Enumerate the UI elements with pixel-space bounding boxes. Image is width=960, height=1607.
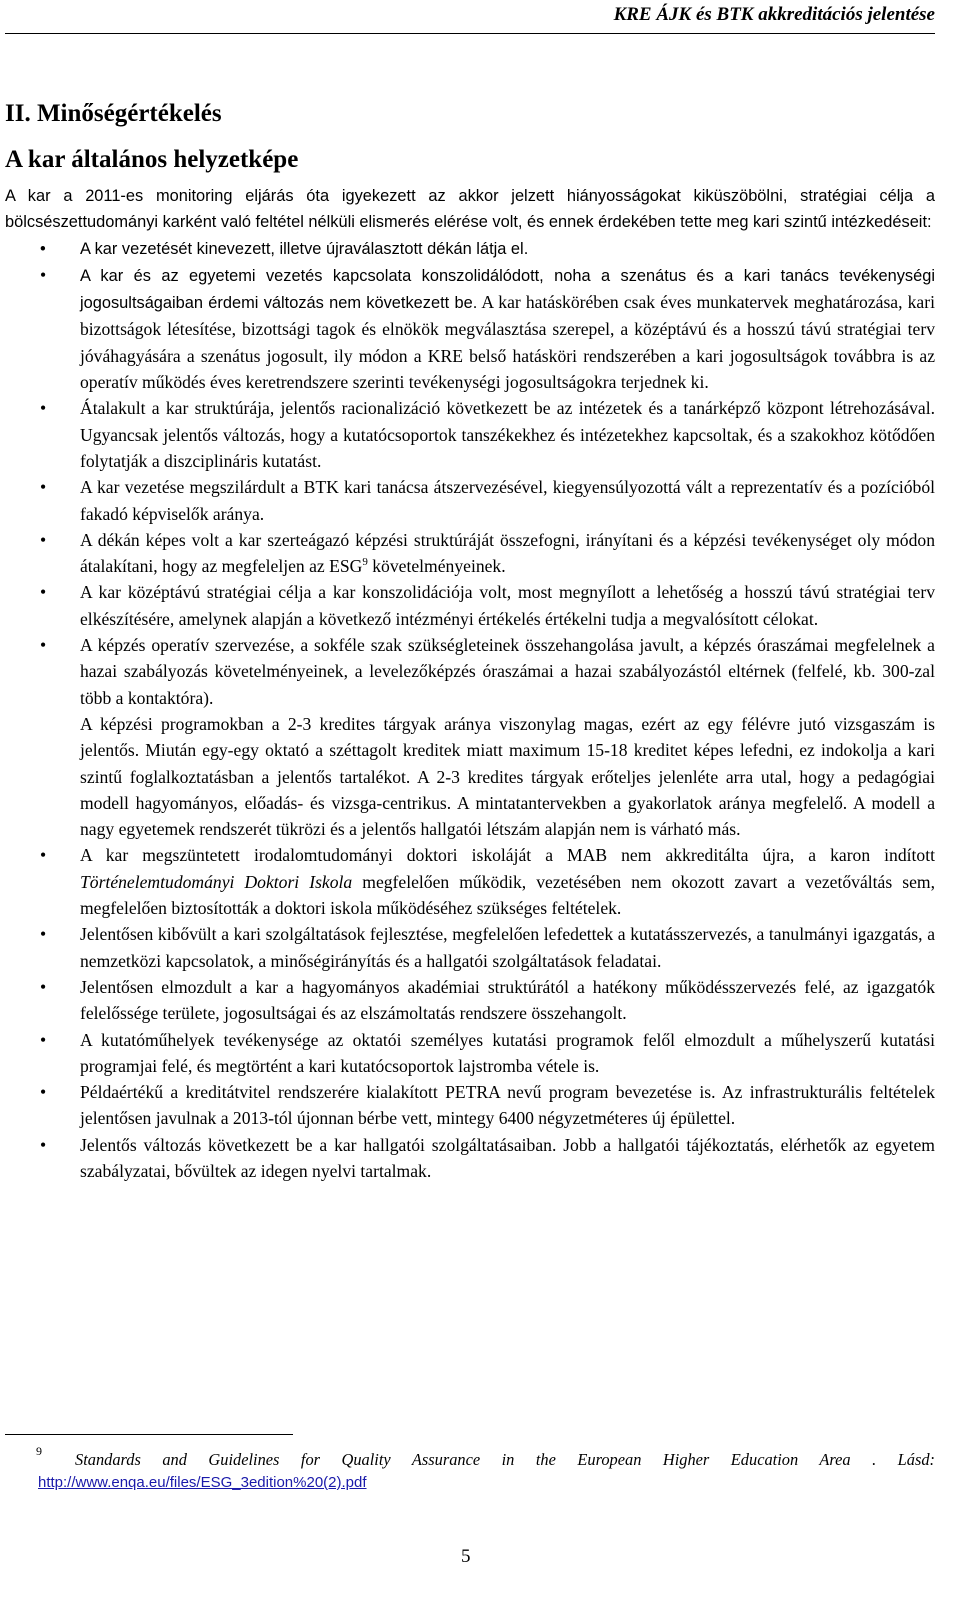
list-item-text: Jelentősen kibővült a kari szolgáltatások fejlesztése, megfelelően lefedettek a kutatásszervezés, a tanulmányi igazgatás, a nemzetközi kapcsolatok, a minőségirányítás és a hallgatói szolgáltatások feladatai. — [80, 924, 935, 971]
bullet-icon: • — [40, 924, 47, 945]
list-item-text: Jelentős változás következett be a kar hallgatói szolgáltatásaiban. Jobb a hallgatói tájékoztatás, elérhetők az egyetem szabályzatai, bővültek az idegen nyelvi tartalmak. — [80, 1134, 935, 1181]
list-item-text: A dékán képes volt a kar szerteágazó képzési struktúráját összefogni, irányítani és a képzési tevékenységet oly módon átalakítani, hogy az megfeleljen az ESG — [80, 529, 935, 577]
bullet-icon: • — [40, 477, 47, 498]
list-item — [5, 395, 935, 474]
list-item-text: Átalakult a kar struktúrája, jelentős racionalizáció következett be az intézetek és a tanárképző központ létrehozásával. Ugyancsak jelentős változás, hogy a kutatócsoportok tanszékekhez és intézetekhez kapcsoltak, és a szakokhoz kötődően folytatják a diszciplináris kutatást. — [80, 398, 935, 471]
list-item-text: A kar vezetése megszilárdult a BTK kari tanácsa átszervezésével, kiegyensúlyozottá vált a reprezentatív és a pozícióból fakadó képviselők aránya. — [80, 477, 935, 524]
section-subtitle: A kar általános helyzetképe — [5, 146, 299, 173]
list-item-text: A kutatóműhelyek tevékenysége az oktatói személyes kutatási programok felől elmozdult a műhelyszerű kutatási programjai felé, és megtörtént a kari kutatócsoportok lajstromba vétele is. — [80, 1029, 935, 1076]
list-item — [5, 1027, 935, 1080]
bullet-icon: • — [40, 264, 47, 285]
list-item — [5, 632, 935, 711]
bullet-list-continued — [5, 842, 935, 1184]
intro-paragraph: A kar a 2011-es monitoring eljárás óta igyekezett az akkor jelzett hiányosságokat kiküszöbölni, stratégiai célja a bölcsészettudományi karként való feltétel nélküli elismerés elérése volt, és ennek érdekében tette meg kari szintű intézkedéseit: — [5, 187, 935, 232]
list-item — [5, 262, 935, 395]
list-item-text: A kar középtávú stratégiai célja a kar konszolidációja volt, most megnyílott a lehetőség a hosszú távú stratégiai terv elkészítésére, amelynek alapján a következő intézményi értékelés értékelni tudja a megvalósított célokat. — [80, 582, 935, 629]
list-item — [5, 842, 935, 921]
bullet-icon: • — [40, 529, 47, 550]
header-rule — [5, 33, 935, 34]
bullet-icon: • — [40, 1134, 47, 1155]
bullet-icon: • — [40, 239, 46, 258]
footnote-rule — [5, 1434, 293, 1435]
bullet-icon: • — [40, 582, 47, 603]
body-text — [5, 183, 935, 1184]
list-item-text: A kar megszüntetett irodalomtudományi doktori iskoláját a MAB nem akkreditálta újra, a karon indított — [80, 845, 935, 866]
followup-paragraph: A képzési programokban a 2-3 kredites tárgyak aránya viszonylag magas, ezért az egy félévre jutó vizsgaszám is jelentős. Miután egy-egy oktató a széttagolt kreditek miatt maximum 15-18 kreditet képes lefedni, ez indokolja a kari szintű foglalkoztatásban a jelentős tartalékot. A 2-3 kredites tárgyak erőteljes jelenléte arra utal, hogy a pedagógiai modell hagyományos, előadás- és vizsga-centrikus. A mintatantervekben a gyakorlatok aránya megfelelő. A modell a nagy egyetemek rendszerét tükrözi és a jelentős hallgatói létszám alapján nem is várható más. — [80, 713, 935, 840]
page-number: 5 — [461, 1546, 471, 1567]
bullet-icon: • — [40, 976, 47, 997]
list-item — [5, 236, 935, 262]
list-item-text: A kar és az egyetemi vezetés kapcsolata konszolidálódott, noha a szenátus és a kari tanács tevékenységi jogosultságaiban érdemi változás nem következett be. — [80, 266, 935, 313]
footnote-reference[interactable]: 9 — [362, 556, 368, 569]
list-item-text: A kar vezetését kinevezett, illetve újraválasztott dékán látja el. — [80, 239, 529, 258]
list-item-text-after: megfelelően működik, vezetésében nem okozott zavart a vezetőváltás sem, megfelelően biztosították a doktori iskola működéséhez szükséges feltételek. — [80, 871, 935, 919]
bullet-icon: • — [40, 845, 47, 866]
list-item-text-after: követelményeinek. — [367, 556, 506, 577]
section-title: II. Minőségértékelés — [5, 100, 222, 127]
bullet-icon: • — [40, 1082, 47, 1103]
bullet-icon: • — [40, 398, 47, 419]
bullet-list — [5, 236, 935, 711]
list-item-text: Jelentősen elmozdult a kar a hagyományos akadémiai struktúrától a hatékony működésszervezés felé, az igazgatók felelőssége területe, jogosultságai és az elszámoltatás rendszere összehangolt. — [80, 976, 935, 1024]
list-item-text: A képzés operatív szervezése, a sokféle szak szükségleteinek összehangolása javult, a képzés óraszámai megfelelnek a hazai szabályozás követelményeinek, a levelezőképzés óraszámai a hazai szabályozástól eltérnek (felfelé, kb. 300-zal több a kontaktóra). — [80, 635, 935, 708]
list-item-text: Példaértékű a kreditátvitel rendszerére kialakított PETRA nevű program bevezetése is. Az infrastrukturális feltételek jelentősen javulnak a 2013-tól újonnan bérbe vett, mintegy 6400 négyzetméteres új épülettel. — [80, 1082, 935, 1129]
list-item — [5, 474, 935, 527]
list-item — [5, 527, 935, 580]
list-item — [5, 579, 935, 632]
list-item — [5, 974, 935, 1027]
footnote-link[interactable]: http://www.enqa.eu/files/ESG_3edition%20(2).pdf — [38, 1474, 367, 1491]
list-item — [5, 921, 935, 974]
list-item — [5, 1132, 935, 1185]
running-header: KRE ÁJK és BTK akkreditációs jelentése — [613, 4, 935, 25]
doctoral-school-name: Történelemtudományi Doktori Iskola — [80, 871, 353, 892]
list-item — [5, 1079, 935, 1132]
footnote-text: Standards and Guidelines for Quality Assurance in the European Higher Education Area . Lásd: — [75, 1450, 935, 1469]
bullet-icon: • — [40, 635, 47, 656]
footnote-mark: 9 — [36, 1444, 42, 1458]
bullet-icon: • — [40, 1029, 47, 1050]
list-item-text-continued: A kar hatáskörében csak éves munkatervek meghatározása, kari bizottságok létesítése, bizottsági tagok és elnökök megválasztása szerepel, a középtávú és a hosszú távú stratégiai terv jóváhagyására a szenátus jogosult, ily módon a KRE belső hatásköri rendszerében a kari jogosultságok továbbra is az operatív működés éves keretrendszere szerinti tevékenységi jogosultságokra terjednek ki. — [80, 292, 935, 393]
